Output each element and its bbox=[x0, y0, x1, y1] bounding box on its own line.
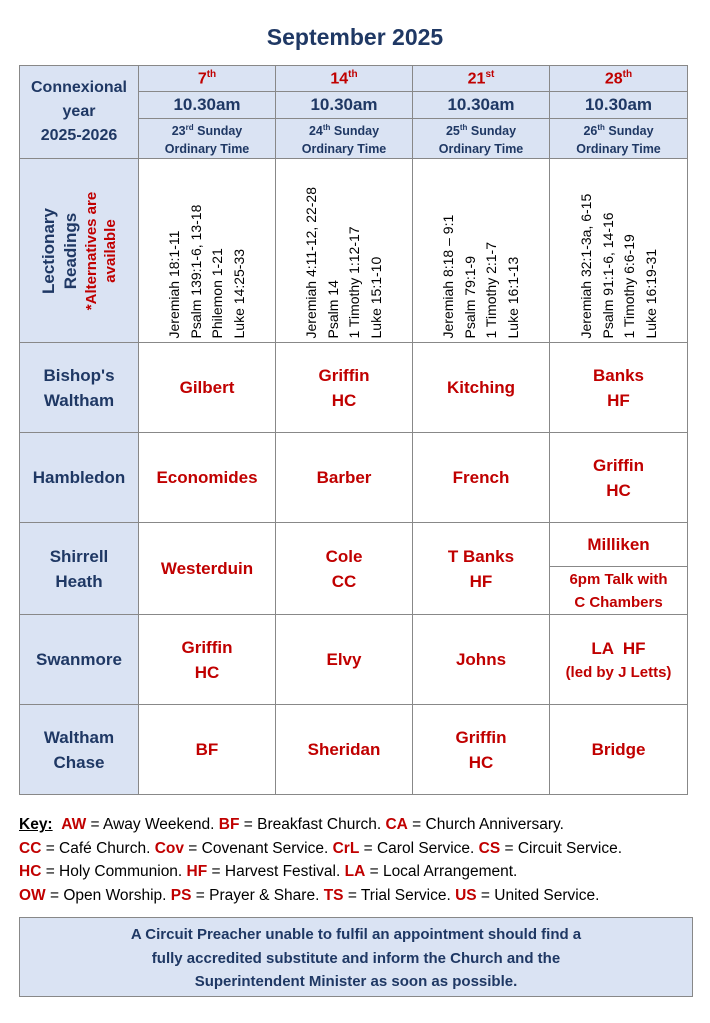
text-lectionary-readings-3-0: Jeremiah 32:1-3a, 6-15 bbox=[577, 193, 594, 339]
text-lectionary-readings-2-0: Jeremiah 8:18 – 9:1 bbox=[440, 214, 456, 339]
text-header-columns-0-day: 7 bbox=[197, 70, 207, 88]
text-header-columns-2-day: 21 bbox=[467, 70, 486, 88]
hb-7: Economides bbox=[139, 433, 276, 523]
available-note: available bbox=[102, 218, 119, 283]
text-key-items-13-text: = United Service. bbox=[476, 886, 600, 904]
text-header-columns-3-sunday-suffix: th bbox=[597, 123, 605, 132]
text-key-items-9-text: = Local Arrangement. bbox=[365, 863, 518, 880]
bw-28 bbox=[550, 343, 688, 433]
text-lectionary-readings-0-0: Jeremiah 18:1-11 bbox=[166, 230, 182, 339]
readings-label: Readings bbox=[61, 212, 80, 289]
sh-21 bbox=[413, 523, 550, 615]
text-lectionary-readings-1-2: 1 Timothy 1:12-17 bbox=[346, 226, 362, 339]
text-header-columns-2-ordinary: Ordinary Time bbox=[438, 142, 524, 157]
text-key-items-11-text: = Prayer & Share. bbox=[191, 886, 324, 904]
text-lectionary-readings-1-1: Psalm 14 bbox=[324, 279, 341, 339]
text-key-items-6-text: = Circuit Service. bbox=[500, 839, 623, 857]
date-28 bbox=[550, 66, 688, 92]
text-key-items-5-text: = Carol Service. bbox=[359, 839, 479, 857]
sh-28-evening bbox=[550, 567, 688, 615]
year-label: year bbox=[62, 103, 96, 121]
text-header-columns-2-sunday-suffix: th bbox=[459, 123, 468, 132]
text-header-columns-1-sunday-text: Sunday bbox=[333, 124, 380, 139]
text-lectionary-readings-2-2: 1 Timothy 2:1-7 bbox=[483, 241, 499, 339]
key-legend bbox=[19, 813, 699, 907]
sunday-14 bbox=[276, 119, 413, 159]
text-key-items-2-text: = Church Anniversary. bbox=[407, 816, 564, 833]
text-churches-swanmore-c28a: LA HF bbox=[591, 638, 646, 658]
text-churches-shirrell-heath-name1: Shirrell bbox=[49, 546, 109, 566]
date-7 bbox=[139, 66, 276, 92]
text-header-columns-3-suffix: th bbox=[622, 68, 633, 80]
text-churches-bishops-waltham-name2: Waltham bbox=[43, 390, 115, 410]
hb-21: French bbox=[413, 433, 550, 523]
sw-28 bbox=[550, 615, 688, 705]
text-lectionary-readings-2-3: Luke 16:1-13 bbox=[504, 256, 521, 339]
alternatives-note: *Alternatives are bbox=[83, 191, 100, 310]
sh-14 bbox=[276, 523, 413, 615]
text-churches-swanmore-c7a: Griffin bbox=[181, 637, 233, 657]
sunday-28 bbox=[550, 119, 688, 159]
text-churches-shirrell-heath-c28-bot2: C Chambers bbox=[574, 593, 663, 611]
wc-7: BF bbox=[139, 705, 276, 795]
readings-28 bbox=[550, 159, 688, 343]
notice-line-3: Superintendent Minister as soon as possible. bbox=[194, 973, 518, 990]
lectionary-label: Lectionary bbox=[39, 207, 58, 294]
bw-7: Gilbert bbox=[139, 343, 276, 433]
bw-14 bbox=[276, 343, 413, 433]
date-14 bbox=[276, 66, 413, 92]
connexional-year-cell bbox=[20, 66, 139, 159]
time-7: 10.30am bbox=[139, 92, 276, 119]
sunday-21 bbox=[413, 119, 550, 159]
time-28: 10.30am bbox=[550, 92, 688, 119]
text-header-columns-3-sunday-num: 26 bbox=[583, 124, 598, 139]
text-churches-bishops-waltham-c28a: Banks bbox=[592, 365, 645, 385]
text-key-items-8-text: = Harvest Festival. bbox=[207, 863, 345, 880]
text-lectionary-readings-2-1: Psalm 79:1-9 bbox=[461, 255, 478, 339]
text-churches-shirrell-heath-c21b: HF bbox=[469, 571, 493, 591]
text-header-columns-2-sunday-num: 25 bbox=[445, 124, 460, 139]
text-churches-shirrell-heath-c28-bot1: 6pm Talk with bbox=[569, 570, 668, 588]
sh-28-morning: Milliken bbox=[550, 523, 688, 567]
text-key-items-9-abbr: LA bbox=[344, 863, 366, 880]
text-header-columns-1-day: 14 bbox=[330, 70, 349, 88]
wc-21 bbox=[413, 705, 550, 795]
notice-line-1: A Circuit Preacher unable to fulfil an appointment should find a bbox=[130, 926, 582, 943]
lectionary-header bbox=[20, 159, 139, 343]
sw-14: Elvy bbox=[276, 615, 413, 705]
year-range: 2025-2026 bbox=[40, 127, 118, 145]
text-key-items-12-text: = Trial Service. bbox=[343, 886, 456, 904]
text-churches-waltham-chase-c21b: HC bbox=[468, 752, 494, 772]
readings-7 bbox=[139, 159, 276, 343]
text-header-columns-1-ordinary: Ordinary Time bbox=[301, 142, 387, 157]
text-header-columns-0-sunday-num: 23 bbox=[171, 124, 186, 139]
text-header-columns-3-day: 28 bbox=[604, 70, 623, 88]
text-key-items-13-abbr: US bbox=[455, 886, 477, 904]
text-lectionary-readings-3-2: 1 Timothy 6:6-19 bbox=[620, 233, 637, 339]
text-header-columns-2-suffix: st bbox=[485, 68, 495, 80]
text-lectionary-readings-3-1: Psalm 91:1-6, 14-16 bbox=[599, 212, 615, 339]
sunday-7 bbox=[139, 119, 276, 159]
text-key-items-10-text: = Open Worship. bbox=[45, 886, 171, 904]
text-churches-waltham-chase-c21a: Griffin bbox=[455, 727, 507, 747]
church-swanmore: Swanmore bbox=[20, 615, 139, 705]
text-header-columns-3-sunday-text: Sunday bbox=[608, 124, 654, 139]
text-key-items-12-abbr: TS bbox=[323, 886, 344, 904]
text-churches-shirrell-heath-c14b: CC bbox=[331, 571, 357, 591]
text-churches-bishops-waltham-c14b: HC bbox=[331, 390, 357, 410]
text-header-columns-1-sunday-suffix: th bbox=[322, 123, 331, 132]
text-key-items-11-abbr: PS bbox=[170, 886, 192, 904]
text-churches-hambledon-c28a: Griffin bbox=[593, 455, 644, 475]
page-title: September 2025 bbox=[266, 24, 444, 50]
text-churches-swanmore-c28b: (led by J Letts) bbox=[565, 663, 672, 681]
text-lectionary-readings-0-3: Luke 14:25-33 bbox=[230, 248, 247, 339]
text-churches-hambledon-c28b: HC bbox=[606, 480, 631, 500]
text-key-items-10-abbr: OW bbox=[19, 886, 46, 904]
text-lectionary-readings-1-3: Luke 15:1-10 bbox=[367, 256, 384, 339]
text-key-items-0-text: = Away Weekend. bbox=[86, 816, 219, 833]
text-header-columns-3-ordinary: Ordinary Time bbox=[576, 142, 661, 157]
text-churches-bishops-waltham-name1: Bishop's bbox=[43, 365, 115, 385]
church-hambledon: Hambledon bbox=[20, 433, 139, 523]
text-key-items-6-abbr: CS bbox=[478, 839, 501, 857]
text-key-items-3-abbr: CC bbox=[19, 839, 42, 857]
church-bishops-waltham bbox=[20, 343, 139, 433]
time-14: 10.30am bbox=[276, 92, 413, 119]
church-shirrell-heath bbox=[20, 523, 139, 615]
text-header-columns-2-sunday-text: Sunday bbox=[470, 124, 517, 139]
text-churches-shirrell-heath-c14a: Cole bbox=[325, 546, 363, 566]
hb-14: Barber bbox=[276, 433, 413, 523]
connexional-label: Connexional bbox=[30, 79, 127, 97]
text-key-items-4-abbr: Cov bbox=[154, 839, 184, 857]
text-header-columns-0-sunday-text: Sunday bbox=[197, 124, 243, 139]
text-key-items-3-text: = Café Church. bbox=[41, 839, 155, 857]
text-key-items-2-abbr: CA bbox=[385, 816, 408, 833]
text-churches-waltham-chase-name2: Chase bbox=[53, 752, 105, 772]
text-key-items-0-abbr: AW bbox=[61, 816, 87, 833]
readings-21 bbox=[413, 159, 550, 343]
wc-28: Bridge bbox=[550, 705, 688, 795]
text-key-items-1-abbr: BF bbox=[218, 816, 240, 833]
sh-7: Westerduin bbox=[139, 523, 276, 615]
text-churches-swanmore-c7b: HC bbox=[194, 662, 220, 682]
text-key-items-7-text: = Holy Communion. bbox=[41, 863, 187, 880]
time-21: 10.30am bbox=[413, 92, 550, 119]
text-lectionary-readings-0-1: Psalm 139:1-6, 13-18 bbox=[187, 204, 204, 339]
text-header-columns-0-ordinary: Ordinary Time bbox=[164, 142, 250, 157]
sw-21: Johns bbox=[413, 615, 550, 705]
text-key-items-5-abbr: CrL bbox=[332, 839, 360, 857]
bw-21: Kitching bbox=[413, 343, 550, 433]
text-lectionary-readings-1-0: Jeremiah 4:11-12, 22-28 bbox=[303, 186, 319, 339]
text-header-columns-1-sunday-num: 24 bbox=[308, 124, 323, 139]
text-churches-bishops-waltham-c28b: HF bbox=[607, 390, 630, 410]
hb-28 bbox=[550, 433, 688, 523]
sw-7 bbox=[139, 615, 276, 705]
text-churches-shirrell-heath-c21a: T Banks bbox=[447, 546, 515, 566]
notice-line-2: fully accredited substitute and inform the Church and the bbox=[151, 949, 561, 967]
readings-14 bbox=[276, 159, 413, 343]
text-lectionary-readings-0-2: Philemon 1-21 bbox=[209, 247, 225, 339]
wc-14: Sheridan bbox=[276, 705, 413, 795]
text-lectionary-readings-3-3: Luke 16:19-31 bbox=[642, 248, 658, 339]
text-key-items-1-text: = Breakfast Church. bbox=[239, 816, 386, 833]
church-waltham-chase bbox=[20, 705, 139, 795]
date-21 bbox=[413, 66, 550, 92]
text-key-items-7-abbr: HC bbox=[19, 863, 42, 880]
text-header-columns-1-suffix: th bbox=[348, 68, 358, 80]
text-header-columns-0-sunday-suffix: rd bbox=[185, 123, 194, 132]
preaching-plan-table bbox=[19, 65, 688, 795]
text-churches-waltham-chase-name1: Waltham bbox=[43, 727, 115, 747]
notice-box bbox=[19, 917, 693, 997]
text-key-items-8-abbr: HF bbox=[186, 863, 208, 880]
text-key-items-4-text: = Covenant Service. bbox=[183, 839, 333, 857]
text-churches-shirrell-heath-name2: Heath bbox=[55, 571, 103, 591]
text-churches-bishops-waltham-c14a: Griffin bbox=[318, 365, 370, 385]
key-heading: Key: bbox=[19, 816, 53, 833]
text-header-columns-0-suffix: th bbox=[206, 68, 217, 80]
